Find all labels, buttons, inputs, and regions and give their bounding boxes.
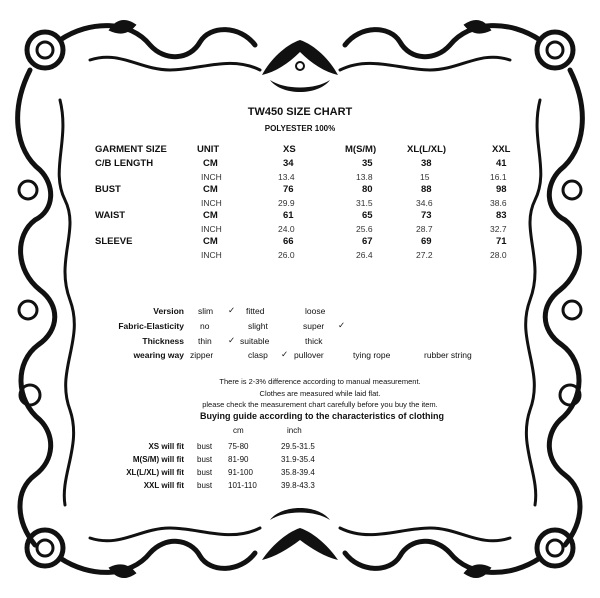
thickness-option-thin: thin (198, 336, 212, 346)
buying-guide-title: Buying guide according to the characteristics of clothing (199, 411, 445, 421)
table-cell: 38.6 (490, 198, 507, 208)
material-subtitle: POLYESTER 100% (264, 124, 336, 133)
check-icon: ✓ (228, 335, 236, 345)
guide-row-label: XS will fit (148, 442, 184, 451)
row-label: SLEEVE (95, 236, 133, 247)
guide-inch: 29.5-31.5 (281, 442, 315, 451)
thickness-option-suitable: suitable (240, 336, 270, 346)
unit-cm: CM (203, 158, 218, 169)
table-cell: 13.8 (356, 172, 373, 182)
guide-row-label: XXL will fit (143, 481, 184, 490)
guide-inch: 39.8-43.3 (281, 481, 315, 490)
table-cell: 67 (362, 236, 373, 247)
guide-part: bust (197, 468, 213, 477)
thickness-label: Thickness (142, 336, 184, 346)
guide-inch: 31.9-35.4 (281, 455, 315, 464)
table-cell: 73 (421, 210, 432, 221)
version-option-fitted: fitted (246, 306, 265, 316)
table-cell: 35 (362, 158, 373, 169)
wearing-option-rubber-string: rubber string (424, 350, 472, 360)
unit-cm: CM (203, 236, 218, 247)
guide-header-inch: inch (287, 426, 302, 435)
table-cell: 61 (283, 210, 294, 221)
header-xxl: XXL (492, 144, 511, 155)
header-xs: XS (283, 144, 296, 155)
guide-part: bust (197, 481, 213, 490)
wearing-option-zipper: zipper (190, 350, 214, 360)
table-cell: 28.0 (490, 250, 507, 260)
unit-cm: CM (203, 184, 218, 195)
guide-cm: 75-80 (228, 442, 249, 451)
thickness-option-thick: thick (305, 336, 323, 346)
table-cell: 16.1 (490, 172, 507, 182)
guide-cm: 81-90 (228, 455, 249, 464)
version-option-slim: slim (198, 306, 214, 316)
row-label: BUST (95, 184, 121, 195)
guide-inch: 35.8-39.4 (281, 468, 315, 477)
note-line: There is 2-3% difference according to manual measurement. (219, 377, 421, 386)
table-cell: 80 (362, 184, 373, 195)
table-cell: 88 (421, 184, 432, 195)
table-cell: 26.4 (356, 250, 373, 260)
table-cell: 27.2 (416, 250, 433, 260)
table-cell: 13.4 (278, 172, 295, 182)
elasticity-option-no: no (200, 321, 210, 331)
wearing-option-tying-rope: tying rope (353, 350, 391, 360)
version-label: Version (153, 306, 184, 316)
table-cell: 66 (283, 236, 294, 247)
unit-inch: INCH (201, 172, 222, 182)
row-label: C/B LENGTH (95, 158, 154, 169)
wearing-way-label: wearing way (133, 350, 184, 360)
unit-cm: CM (203, 210, 218, 221)
table-cell: 34 (283, 158, 294, 169)
table-cell: 34.6 (416, 198, 433, 208)
table-cell: 65 (362, 210, 373, 221)
check-icon: ✓ (228, 305, 236, 315)
elasticity-option-slight: slight (248, 321, 268, 331)
page-title: TW450 SIZE CHART (247, 106, 353, 118)
note-line: Clothes are measured while laid flat. (259, 389, 381, 398)
guide-cm: 91-100 (228, 468, 253, 477)
unit-inch: INCH (201, 250, 222, 260)
table-cell: 83 (496, 210, 507, 221)
table-cell: 71 (496, 236, 507, 247)
table-cell: 24.0 (278, 224, 295, 234)
unit-inch: INCH (201, 198, 222, 208)
wearing-option-clasp: clasp (248, 350, 268, 360)
unit-inch: INCH (201, 224, 222, 234)
header-m: M(S/M) (345, 144, 377, 155)
note-line: please check the measurement chart carefully before you buy the item. (202, 400, 438, 409)
table-cell: 29.9 (278, 198, 295, 208)
table-cell: 98 (496, 184, 507, 195)
guide-part: bust (197, 455, 213, 464)
table-cell: 38 (421, 158, 432, 169)
table-cell: 32.7 (490, 224, 507, 234)
table-cell: 15 (420, 172, 430, 182)
guide-row-label: M(S/M) will fit (132, 455, 184, 464)
version-option-loose: loose (305, 306, 326, 316)
guide-header-cm: cm (233, 426, 244, 435)
guide-cm: 101-110 (228, 481, 257, 490)
elasticity-label: Fabric-Elasticity (118, 321, 184, 331)
wearing-option-pullover: pullover (294, 350, 324, 360)
guide-part: bust (197, 442, 213, 451)
table-cell: 28.7 (416, 224, 433, 234)
check-icon: ✓ (281, 349, 289, 359)
table-cell: 25.6 (356, 224, 373, 234)
check-icon: ✓ (338, 320, 346, 330)
table-cell: 31.5 (356, 198, 373, 208)
header-unit: UNIT (197, 144, 220, 155)
row-label: WAIST (95, 210, 126, 221)
header-garment-size: GARMENT SIZE (95, 144, 167, 155)
table-cell: 76 (283, 184, 294, 195)
table-cell: 69 (421, 236, 432, 247)
guide-row-label: XL(L/XL) will fit (126, 468, 184, 477)
table-cell: 41 (496, 158, 507, 169)
table-cell: 26.0 (278, 250, 295, 260)
elasticity-option-super: super (303, 321, 325, 331)
header-xl: XL(L/XL) (407, 144, 447, 155)
